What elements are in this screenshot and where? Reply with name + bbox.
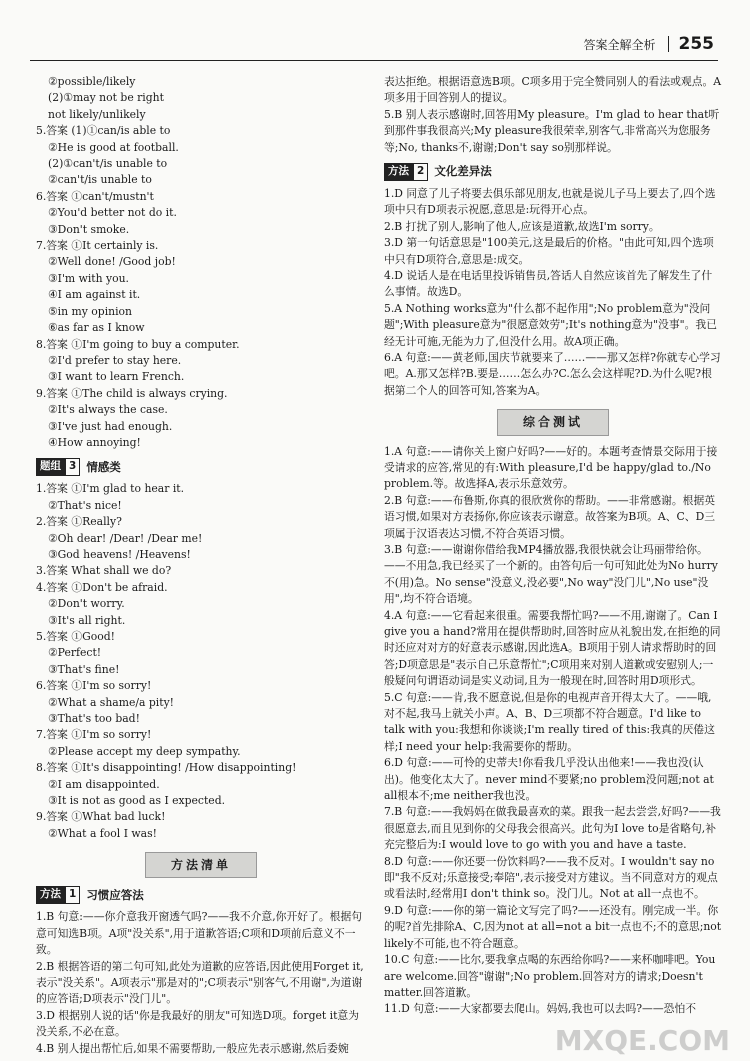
answer-item: 2.B 句意:——布鲁斯,你真的很欣赏你的帮助。——非常感谢。根据英语习惯,如果对方表扬你,你应该表示谢意。故答案为B项。A、C、D三项属于汉语表达习惯,不符合英语习惯。 <box>384 493 716 540</box>
section-banner: 综合测试 <box>497 409 609 435</box>
answer-item: 5.C 句意:——肯,我不愿意说,但是你的电视声音开得太大了。——哦,对不起,我马上就关小声。A、B、D三项都不符合题意。I'd like to talk with you:我想和你谈谈;I'm really tired of this:我真的厌倦这样;I need your help:我需要你的帮助。 <box>384 690 715 753</box>
answer-item: 4.B 别人提出帮忙后,如果不需要帮助,一般应先表示感谢,然后委婉 <box>36 1041 349 1055</box>
answer-subline: ②can't/is unable to <box>48 173 152 187</box>
answer-subline: ②Please accept my deep sympathy. <box>48 744 241 758</box>
watermark: MXQE.COM <box>554 1024 730 1057</box>
answer-item: 1.D 同意了儿子将要去俱乐部见朋友,也就是说儿子马上要去了,四个选项中只有D项表示祝愿,意思是:玩得开心点。 <box>384 186 716 217</box>
answer-item: 1.答案 ①I'm glad to hear it. <box>36 482 185 496</box>
answer-item: 4.A 句意:——它看起来很重。需要我帮忙吗?——不用,谢谢了。Can I give you a hand?常用在提供帮助时,回答时应从礼貌出发,在拒绝的同时还应对对方的好意表示感谢,因此选A。B项用于别人请求帮助时的回答;D项意思是"表示自己乐意帮忙";C项用来对别人道歉或安慰别人;一般疑问句谓语动词是实义动词,且为一般现在时,回答时用D项形式。 <box>384 608 721 688</box>
answer-subline: ③I've just had enough. <box>48 419 173 433</box>
answer-subline: ②Well done! /Good job! <box>48 255 176 269</box>
page-number: 255 <box>678 34 714 54</box>
answer-subline: ⑥as far as I know <box>48 321 145 335</box>
answer-subline: ③That's fine! <box>48 662 120 676</box>
answer-item: 7.答案 ①I'm so sorry! <box>36 728 152 742</box>
answer-item: 3.D 根据别人说的话"你是我最好的朋友"可知选D项。forget it意为没关系,不必在意。 <box>36 1008 360 1039</box>
answer-subline: ②That's nice! <box>48 498 122 512</box>
answer-item: 4.答案 ①Don't be afraid. <box>36 580 168 594</box>
answer-item: 3.B 句意:——谢谢你借给我MP4播放器,我很快就会让玛丽带给你。——不用急,我已经买了一个新的。由答句后一句可知此处为No hurry不(用)急。No sense"没意义,没必要",No way"没门儿",No use"没用",均不符合语境。 <box>384 542 718 606</box>
answer-item: 1.B 句意:——你介意我开窗透气吗?——我不介意,你开好了。根据句意可知选B项。A项"没关系",用于道歉答语;C项和D项前后意义不一致。 <box>36 910 363 957</box>
left-column <box>36 74 366 1057</box>
section-tag: 方法 <box>384 163 413 181</box>
answer-subline: not likely/unlikely <box>48 107 146 121</box>
answer-item: 9.答案 ①What bad luck! <box>36 810 166 824</box>
answer-item: 6.答案 ①I'm so sorry! <box>36 679 152 693</box>
answer-subline: ④I am against it. <box>48 288 141 302</box>
answer-item: 2.B 打扰了别人,影响了他人,应该是道歉,故选I'm sorry。 <box>384 219 660 233</box>
section-heading <box>384 163 722 181</box>
answer-item: 9.答案 ①The child is always crying. <box>36 386 228 400</box>
section-number: 1 <box>65 886 80 904</box>
answer-item: 3.答案 What shall we do? <box>36 564 172 578</box>
answer-subline: ④How annoying! <box>48 435 141 449</box>
section-label: 习惯应答法 <box>86 887 144 902</box>
answer-item: 8.答案 ①I'm going to buy a computer. <box>36 337 240 351</box>
answer-item: 5.A Nothing works意为"什么都不起作用";No problem意为"没问题";With pleasure意为"很愿意效劳";It's nothing意为"没事"。我已经无计可施,无能为力了,但没什么用。故A项正确。 <box>384 301 717 348</box>
page-header <box>583 34 714 54</box>
answer-item: 3.D 第一句话意思是"100美元,这是最后的价格。"由此可知,四个选项中只有D项符合,意思是:成交。 <box>384 236 714 266</box>
answer-item: 2.答案 ①Really? <box>36 515 122 529</box>
answer-subline: ②You'd better not do it. <box>48 206 177 220</box>
answer-item: 6.答案 ①can't/mustn't <box>36 189 154 203</box>
answer-item: 6.D 句意:——可怜的史蒂夫!你看我几乎没认出他来!——我也没(认出)。他变化太大了。never mind不要紧;no problem没问题;not at all根本不;me neither我也没。 <box>384 756 714 803</box>
answer-subline: ③I'm with you. <box>48 271 129 285</box>
answer-item: 9.D 句意:——你的第一篇论文写完了吗?——还没有。刚完成一半。你的呢?首先排除A、C,因为not at all=not a bit一点也不;不的意思;not likely不可能,也不符合题意。 <box>384 903 722 950</box>
answer-item: 7.B 句意:——我妈妈在做我最喜欢的菜。跟我一起去尝尝,好吗?——我很愿意去,而且见到你的父母我会很高兴。此句为I love to是省略句,补充完整后为:I would love to go with you and have a taste. <box>384 805 721 852</box>
answer-subline: ②I'd prefer to stay here. <box>48 353 182 367</box>
answer-subline: ③That's too bad! <box>48 711 140 725</box>
section-banner: 方法清单 <box>145 852 257 878</box>
answer-subline: ③It is not as good as I expected. <box>48 794 226 808</box>
answer-subline: ②Oh dear! /Dear! /Dear me! <box>48 531 203 545</box>
answer-item: 8.答案 ①It's disappointing! /How disappointing! <box>36 761 297 775</box>
answer-item: 表达拒绝。根据语意选B项。C项多用于完全赞同别人的看法或观点。A项多用于回答别人的提议。 <box>384 75 722 105</box>
answer-subline: ③It's all right. <box>48 613 126 627</box>
section-heading <box>36 886 366 904</box>
header-rule <box>30 60 718 61</box>
answer-item: 6.A 句意:——黄老师,国庆节就要来了……——那又怎样?你就专心学习吧。A.那又怎样?B.要是……怎么办?C.怎么会这样呢?D.为什么呢?根据第二个人的回答可知,答案为A。 <box>384 351 721 397</box>
answer-subline: ②What a shame/a pity! <box>48 695 175 709</box>
answer-item: 4.D 说话人是在电话里投诉销售员,答话人自然应该首先了解发生了什么事情。故选D。 <box>384 269 713 299</box>
answer-subline: ②possible/likely <box>48 75 136 88</box>
answer-subline: ②Perfect! <box>48 646 102 660</box>
answer-item: 11.D 句意:——大家都要去爬山。妈妈,我也可以去吗?——恐怕不 <box>384 1002 697 1016</box>
answer-subline: ②It's always the case. <box>48 403 168 417</box>
answer-subline: (2)①can't/is unable to <box>48 157 168 171</box>
right-column <box>384 74 722 1018</box>
answer-item: 1.A 句意:——请你关上窗户好吗?——好的。本题考查情景交际用于接受请求的应答,常见的有:With pleasure,I'd be happy/glad to./No problem.等。故选择A,表示乐意效劳。 <box>384 444 718 491</box>
header-divider <box>668 36 669 52</box>
answer-item: 5.B 别人表示感谢时,回答用My pleasure。I'm glad to hear that听到那件事我很高兴;My pleasure我很荣幸,别客气,非常高兴为您服务等;No, thanks不,谢谢;Don't say so别那样说。 <box>384 107 720 154</box>
answer-subline: ③I want to learn French. <box>48 370 185 384</box>
answer-item: 8.D 句意:——你还要一份饮料吗?——我不反对。I wouldn't say no即"我不反对;乐意接受;奉陪",表示接受对方建议。当不同意对方的观点或看法时,经常用I don't think so。没门儿。Not at all一点也不。 <box>384 854 718 901</box>
answer-item: 10.C 句意:——比尔,要我拿点喝的东西给你吗?——来杯咖啡吧。You are welcome.回答"谢谢";No problem.回答对方的请求;Doesn't matter.回答道歉。 <box>384 953 716 999</box>
answer-item: 5.答案 (1)①can/is able to <box>36 124 171 138</box>
section-label: 文化差异法 <box>434 164 492 179</box>
answer-subline: ②I am disappointed. <box>48 777 160 791</box>
section-number: 2 <box>413 163 428 181</box>
section-number: 3 <box>65 458 80 476</box>
answer-item: 7.答案 ①It certainly is. <box>36 239 159 253</box>
section-heading <box>36 458 366 476</box>
section-label: 情感类 <box>86 459 121 474</box>
header-title: 答案全解全析 <box>583 37 656 52</box>
answer-item: 2.B 根据答语的第二句可知,此处为道歉的应答语,因此使用Forget it,表示"没关系"。A项表示"那是对的";C项表示"别客气,不用谢",为道谢的应答语;D项表示"没门儿"。 <box>36 959 364 1006</box>
answer-subline: ②What a fool I was! <box>48 826 157 840</box>
answer-subline: ②He is good at football. <box>48 140 179 154</box>
answer-subline: (2)①may not be right <box>48 91 164 105</box>
answer-subline: ③Don't smoke. <box>48 222 130 236</box>
answer-subline: ③God heavens! /Heavens! <box>48 547 191 561</box>
answer-subline: ②Don't worry. <box>48 597 125 611</box>
answer-subline: ⑤in my opinion <box>48 304 133 318</box>
section-tag: 题组 <box>36 458 65 476</box>
section-tag: 方法 <box>36 886 65 904</box>
answer-item: 5.答案 ①Good! <box>36 629 115 643</box>
